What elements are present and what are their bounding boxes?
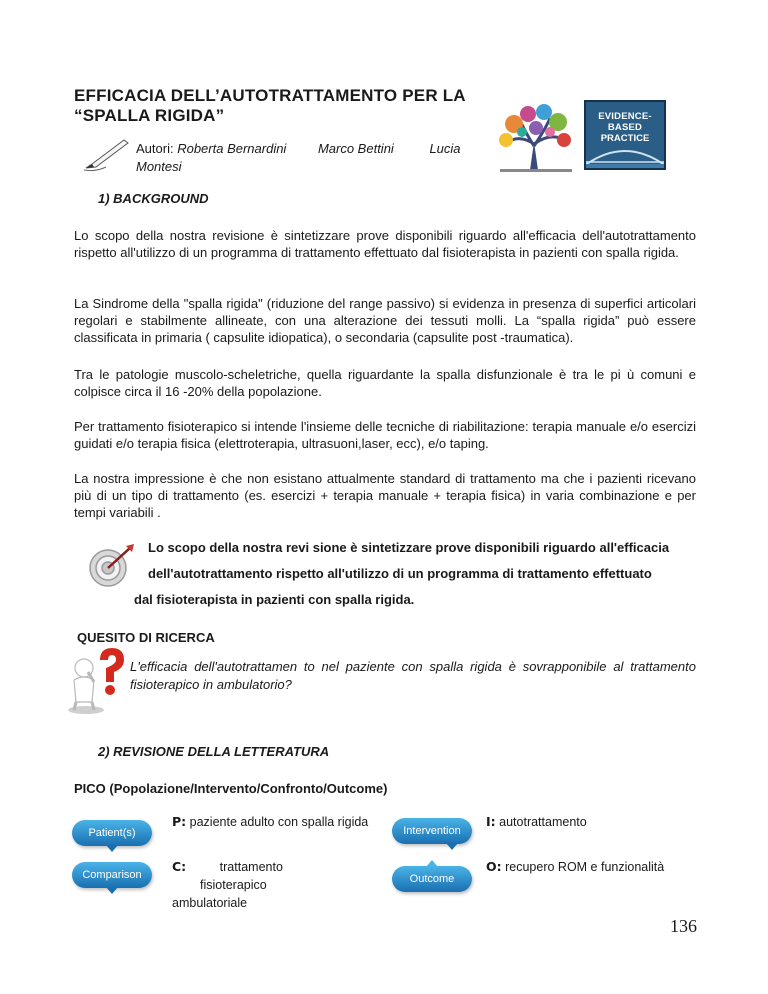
section-1-heading: 1) BACKGROUND (98, 191, 209, 206)
background-paragraph-5: La nostra impressione è che non esistano attualmente standard di trattamento ma che i pazienti ricevano più di un tipo di trattamento (es. esercizi + terapia manuale + terapia fisica) in varia combinazione e per tempi variabili . (74, 471, 696, 520)
pico-p-key: P: (172, 814, 187, 829)
pico-c-text-1: trattamento (219, 860, 283, 874)
tree-logo (494, 100, 578, 174)
intervention-bubble: Intervention (392, 818, 472, 844)
pen-icon (82, 134, 132, 174)
comparison-bubble: Comparison (72, 862, 152, 888)
pico-heading: PICO (Popolazione/Intervento/Confronto/Outcome) (74, 781, 388, 796)
pico-i (486, 814, 587, 829)
target-icon (88, 542, 138, 588)
aim-line-3: dal fisioterapista in pazienti con spalla rigida. (134, 592, 415, 607)
patients-bubble: Patient(s) (72, 820, 152, 846)
aim-line-1: Lo scopo della nostra revi sione è sintetizzare prove disponibili riguardo all'efficacia (148, 540, 670, 555)
background-paragraph-2: La Sindrome della "spalla rigida" (riduzione del range passivo) si evidenza in presenza di superfici articolari regolari e stabilmente allineate, con una alterazione dei tessuti molli. La “spalla rigida” può essere classificata in primaria ( capsulite idiopatica), o secondaria (capsulite post -traumatica). (74, 296, 696, 345)
research-question-text: L'efficacia dell'autotrattamen to nel paziente con spalla rigida è sovrapponibile al trattamento fisioterapico in ambulatorio? (130, 659, 696, 692)
pico-c-key: C: (172, 859, 187, 874)
pico-c (172, 858, 372, 912)
pico-i-key: I: (486, 814, 496, 829)
outcome-bubble: Outcome (392, 866, 472, 892)
bridge-icon (584, 136, 666, 170)
pico-c-text-2: ambulatoriale (172, 896, 248, 910)
aim-line-2: dell'autotrattamento rispetto all'utilizzo di un programma di trattamento effettuato (148, 566, 652, 581)
pico-o (486, 859, 664, 874)
ebp-logo-line2: PRACTICE (600, 133, 650, 144)
pico-i-text: autotrattamento (499, 815, 587, 829)
background-paragraph-1: Lo scopo della nostra revisione è sintetizzare prove disponibili riguardo all'efficacia dell'autotrattamento rispetto all'utilizzo di un programma di trattamento effettuato dal fisioterapista in pazienti con spalla rigida. (74, 228, 696, 260)
pico-p (172, 814, 368, 829)
pico-o-text: recupero ROM e funzionalità (505, 860, 665, 874)
pico-o-key: O: (486, 859, 502, 874)
question-person-icon (62, 644, 128, 716)
authors-prefix: Autori: (136, 141, 174, 156)
page-number: 136 (670, 916, 697, 936)
pico-c-text-1b: fisioterapico (200, 878, 267, 892)
research-question-heading: QUESITO DI RICERCA (77, 630, 215, 645)
pico-p-text: paziente adulto con spalla rigida (189, 815, 369, 829)
background-paragraph-3: Tra le patologie muscolo-scheletriche, quella riguardante la spalla disfunzionale è tra le pi ù comuni e colpisce circa il 16 -20% della popolazione. (74, 367, 696, 399)
ebp-logo-line1: EVIDENCE-BASED (598, 111, 652, 133)
document-title: EFFICACIA DELL’AUTOTRATTAMENTO PER LA “SPALLA RIGIDA” (74, 86, 466, 125)
aim-statement (134, 535, 700, 613)
authors-line (136, 140, 496, 176)
section-2-heading: 2) REVISIONE DELLA LETTERATURA (98, 744, 330, 759)
author-3-first: Lucia (429, 141, 461, 156)
author-3-last: Montesi (136, 159, 182, 174)
evidence-based-practice-logo (584, 100, 666, 170)
author-1: Roberta Bernardini (177, 141, 287, 156)
author-2: Marco Bettini (317, 141, 394, 156)
background-paragraph-4: Per trattamento fisioterapico si intende l'insieme delle tecniche di riabilitazione: terapia manuale e/o esercizi guidati e/o terapia fisica (elettroterapia, ultrasuoni,laser, ecc), e/o taping. (74, 419, 696, 451)
